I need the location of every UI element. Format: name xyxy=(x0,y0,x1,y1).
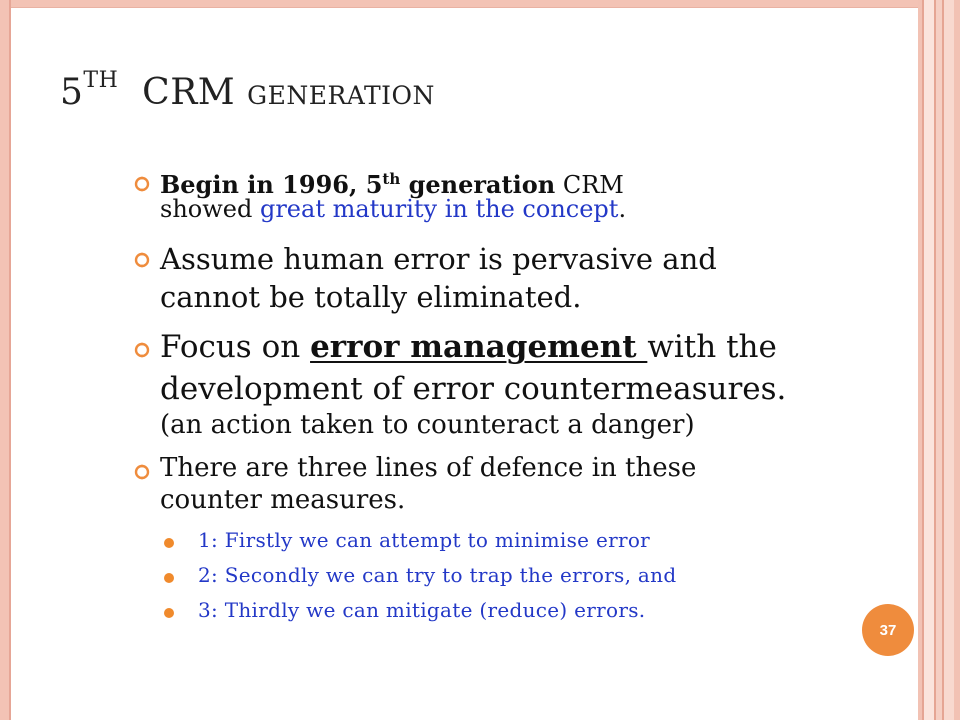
bullet-2-line-2: cannot be totally eliminated. xyxy=(160,280,582,314)
bullet-1-text xyxy=(160,164,626,224)
sun-bullet-icon xyxy=(134,464,150,480)
bullet-3-line-3: (an action taken to counteract a danger) xyxy=(160,410,695,440)
title-smallcaps: generation xyxy=(247,72,435,113)
bullet-3-line-2: development of error countermeasures. xyxy=(160,371,787,407)
bullet-1-line2-plain: showed xyxy=(160,195,260,223)
bullet-1-bold-lead: Begin in 1996, 5 xyxy=(160,170,383,199)
title-superscript: TH xyxy=(83,68,119,93)
right-stripe xyxy=(924,0,934,720)
sub-bullet-2: 2: Secondly we can try to trap the errors, and xyxy=(198,563,677,587)
bullet-4-line-2: counter measures. xyxy=(160,485,406,515)
page-number-badge xyxy=(862,604,914,656)
frame-left-line xyxy=(9,0,11,720)
bullet-4-line-1: There are three lines of defence in these xyxy=(160,453,697,483)
sun-bullet-icon xyxy=(134,252,150,268)
bullet-3-lead: Focus on xyxy=(160,329,311,365)
bullet-1-line2-end: . xyxy=(618,195,627,223)
sun-bullet-icon xyxy=(134,342,150,358)
frame-top-line xyxy=(0,7,960,8)
dot-bullet-icon xyxy=(164,538,174,548)
bullet-1-plain: CRM xyxy=(555,171,624,199)
slide-title xyxy=(60,68,435,113)
dot-bullet-icon xyxy=(164,608,174,618)
sub-bullet-1: 1: Firstly we can attempt to minimise error xyxy=(198,528,651,552)
bullet-1-bold-tail: generation xyxy=(400,170,556,199)
right-stripe xyxy=(944,0,954,720)
sub-bullet-3: 3: Thirdly we can mitigate (reduce) errors. xyxy=(198,598,646,622)
bullet-3-underlined: error management xyxy=(310,329,648,365)
dot-bullet-icon xyxy=(164,573,174,583)
bullet-2-text xyxy=(160,240,717,316)
bullet-1-bold-sup: th xyxy=(382,170,401,188)
bullet-3-tail: with the xyxy=(647,329,777,365)
bullet-4-text xyxy=(160,452,696,516)
bullet-2-line-1: Assume human error is pervasive and xyxy=(160,242,717,276)
bullet-3-text xyxy=(160,326,786,440)
title-main: CRM xyxy=(142,72,236,113)
bullet-1-line2-blue: great maturity in the concept xyxy=(259,195,619,223)
title-number: 5 xyxy=(60,72,84,113)
right-stripe xyxy=(954,0,960,720)
page-number: 37 xyxy=(879,621,897,639)
sun-bullet-icon xyxy=(134,176,150,192)
